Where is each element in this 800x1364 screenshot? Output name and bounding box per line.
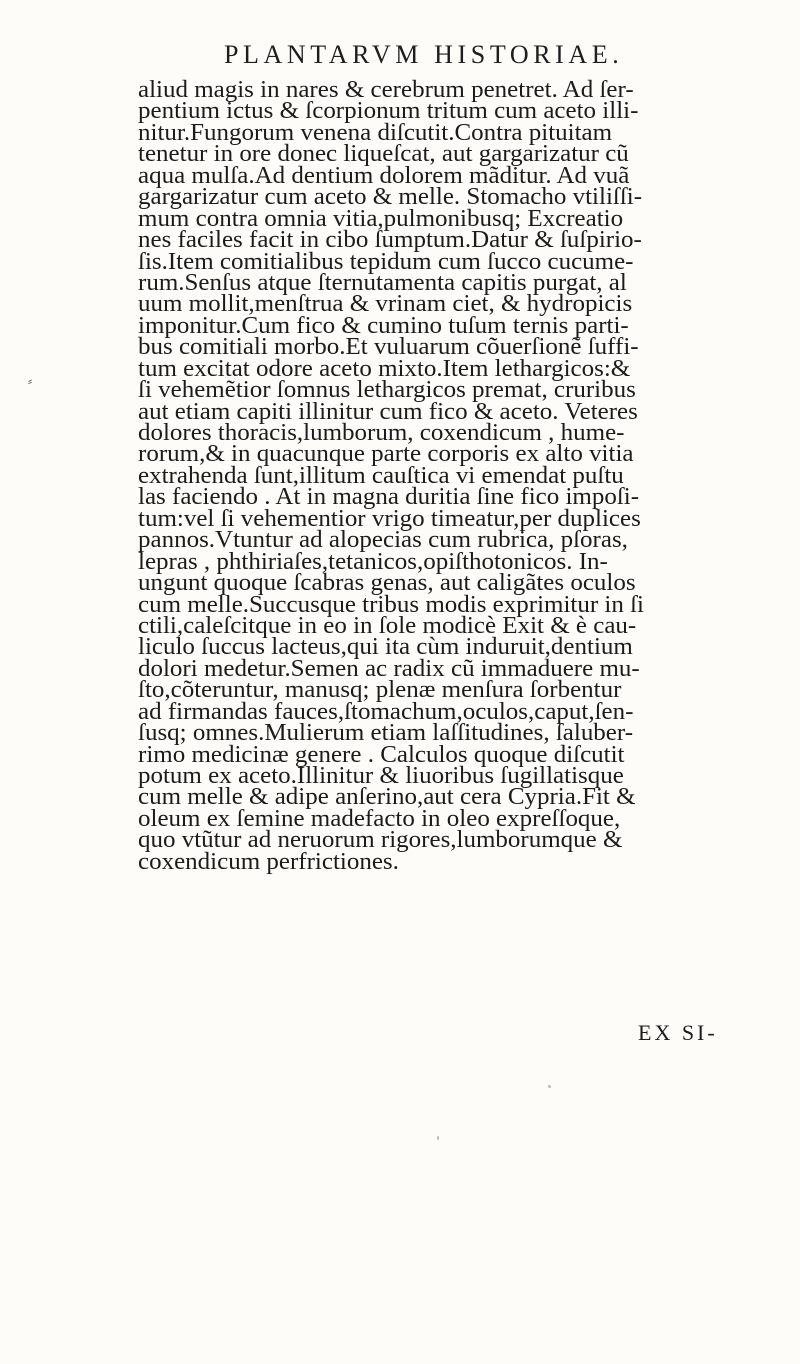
text-line: pentium ictus & ſcorpionum tritum cum aceto illi- — [138, 97, 639, 125]
text-line: extrahenda ſunt,illitum cauſtica vi emendat puſtu — [138, 461, 624, 489]
text-line: ctili,caleſcitque in eo in ſole modicè Exit & è cau- — [138, 611, 637, 639]
text-line: rum.Senſus atque ſternutamenta capitis purgat, al — [138, 268, 627, 296]
text-line: ſto,cõteruntur, manusq; plenæ menſura ſorbentur — [138, 676, 622, 704]
text-line: aqua mulſa.Ad dentium dolorem mãditur. Ad vuã — [138, 161, 630, 189]
body-text — [138, 76, 798, 875]
text-line: ungunt quoque ſcabras genas, aut caligãtes oculos — [138, 569, 636, 597]
text-line: rimo medicinæ genere . Calculos quoque diſcutit — [138, 740, 625, 768]
text-line: mum contra omnia vitia,pulmonibusq; Excreatio — [138, 204, 624, 232]
text-line: quo vtũtur ad neruorum rigores,lumborumque & — [138, 826, 623, 854]
text-line: nitur.Fungorum venena diſcutit.Contra pituitam — [138, 118, 613, 146]
text-line: potum ex aceto.Illinitur & liuoribus ſugillatisque — [138, 762, 624, 789]
running-title: PLANTARVM HISTORIAE. — [224, 40, 624, 69]
text-line: coxendicum perfrictiones. — [138, 847, 399, 875]
text-line: uum mollit,menſtrua & vrinam ciet, & hydropicis — [138, 290, 633, 318]
text-line: tenetur in ore donec liqueſcat, aut gargarizatur cũ — [138, 140, 629, 168]
text-line: ad firmandas fauces,ſtomachum,oculos,caput,ſen- — [138, 697, 634, 725]
text-line: rorum,& in quacunque parte corporis ex alto vitia — [138, 440, 634, 468]
text-line: nes faciles facit in cibo ſumptum.Datur & ſuſpirio- — [138, 226, 642, 254]
margin-mark: ⸗ — [28, 374, 32, 388]
text-line: ſis.Item comitialibus tepidum cum ſucco cucume- — [138, 247, 634, 275]
text-line: liculo ſuccus lacteus,qui ita cùm induruit,dentium — [138, 633, 633, 661]
text-line: ſi vehemẽtior ſomnus lethargicos premat, cruribus — [138, 376, 636, 404]
text-line: dolores thoracis,lumborum, coxendicum , hume- — [138, 419, 625, 446]
text-line: tum:vel ſi vehementior vrigo timeatur,per duplices — [138, 504, 641, 532]
text-line: lepras , phthiriaſes,tetanicos,opiſthotonicos. In- — [138, 547, 608, 575]
text-line: bus comitiali morbo.Et vuluarum cõuerſionẽ ſuffi- — [138, 333, 639, 361]
text-line: dolori medetur.Semen ac radix cũ immaduere mu- — [138, 654, 640, 682]
paper-speck — [437, 1136, 439, 1140]
text-line: aliud magis in nares & cerebrum penetret. Ad ſer- — [138, 76, 634, 103]
text-line: gargarizatur cum aceto & melle. Stomacho vtiliſſi- — [138, 183, 643, 211]
text-line: las faciendo . At in magna duritia ſine fico impoſi- — [138, 483, 640, 511]
text-line: cum melle.Succusque tribus modis exprimitur in ſi — [138, 590, 644, 618]
text-line: tum excitat odore aceto mixto.Item lethargicos:& — [138, 354, 631, 382]
text-line: cum melle & adipe anſerino,aut cera Cypria.Fit & — [138, 783, 636, 811]
text-line: oleum ex ſemine madefacto in oleo expreſſoque, — [138, 804, 621, 832]
text-line: pannos.Vtuntur ad alopecias cum rubrica, pſoras, — [138, 526, 628, 554]
text-line: imponitur.Cum fico & cumino tuſum ternis parti- — [138, 311, 629, 339]
text-line: ſusq; omnes.Mulierum etiam laſſitudines, ſaluber- — [138, 719, 634, 747]
paper-speck — [548, 1085, 551, 1088]
catchword: EX SI- — [638, 1020, 718, 1045]
text-line: aut etiam capiti illinitur cum fico & aceto. Veteres — [138, 397, 638, 425]
